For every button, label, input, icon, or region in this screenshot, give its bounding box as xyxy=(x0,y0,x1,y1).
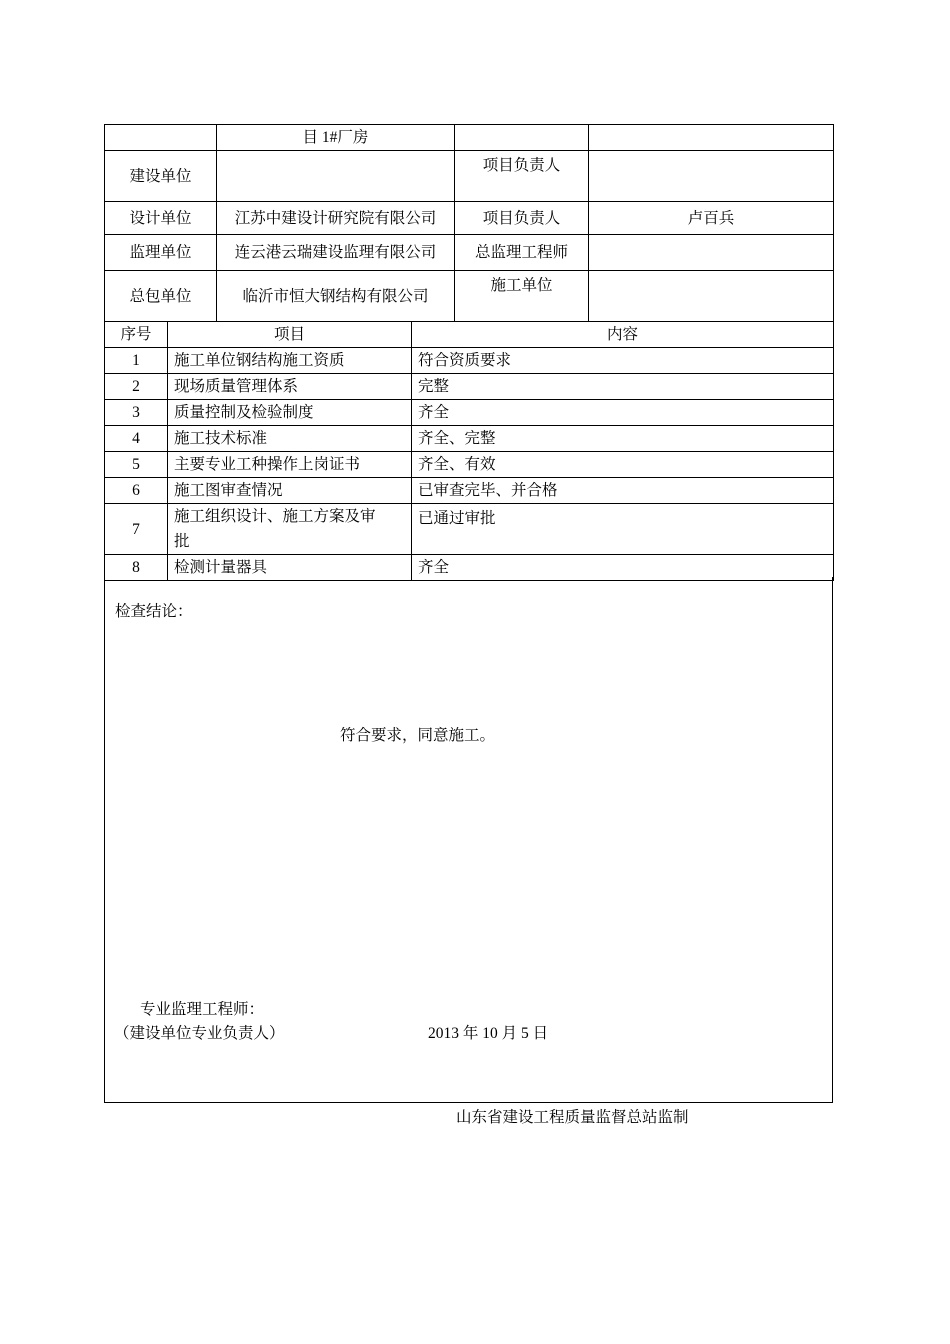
row-content: 齐全、完整 xyxy=(412,426,834,452)
row-item: 检测计量器具 xyxy=(168,555,412,581)
design-unit-value: 江苏中建设计研究院有限公司 xyxy=(217,202,455,235)
project-name: 目 1#厂房 xyxy=(217,125,455,151)
table-row xyxy=(105,504,834,555)
row-no: 3 xyxy=(105,400,168,426)
conclusion-section xyxy=(104,577,833,1103)
row-no: 1 xyxy=(105,348,168,374)
row-no: 5 xyxy=(105,452,168,478)
row-content: 齐全、有效 xyxy=(412,452,834,478)
row-item: 施工单位钢结构施工资质 xyxy=(168,348,412,374)
footer-issuer: 山东省建设工程质量监督总站监制 xyxy=(456,1109,689,1126)
supervision-unit-label: 监理单位 xyxy=(105,235,217,271)
contractor-label: 总包单位 xyxy=(105,271,217,322)
row-no: 8 xyxy=(105,555,168,581)
row-item: 质量控制及检验制度 xyxy=(168,400,412,426)
table-row xyxy=(105,452,834,478)
header-content: 内容 xyxy=(412,322,834,348)
contractor-value: 临沂市恒大钢结构有限公司 xyxy=(217,271,455,322)
table-row xyxy=(105,400,834,426)
sign-date: 2013 年 10 月 5 日 xyxy=(428,1025,549,1042)
header-item: 项目 xyxy=(168,322,412,348)
owner-unit-person xyxy=(589,151,834,202)
inspection-items-table xyxy=(104,321,834,581)
row-content: 齐全 xyxy=(412,400,834,426)
construction-unit-value xyxy=(589,271,834,322)
conclusion-label: 检查结论： xyxy=(115,603,193,620)
row-item xyxy=(168,504,412,555)
project-info-table xyxy=(104,124,834,322)
table-row xyxy=(105,478,834,504)
header-no: 序号 xyxy=(105,322,168,348)
row-no: 2 xyxy=(105,374,168,400)
owner-unit-role: 项目负责人 xyxy=(455,151,589,202)
row-content: 已审查完毕、并合格 xyxy=(412,478,834,504)
supervision-unit-person xyxy=(589,235,834,271)
owner-unit-value xyxy=(217,151,455,202)
table-row xyxy=(105,374,834,400)
blank-cell xyxy=(589,125,834,151)
row-content: 完整 xyxy=(412,374,834,400)
supervision-unit-row xyxy=(105,235,834,271)
design-unit-role: 项目负责人 xyxy=(455,202,589,235)
row-content: 已通过审批 xyxy=(412,504,834,555)
design-unit-person: 卢百兵 xyxy=(589,202,834,235)
supervision-unit-role: 总监理工程师 xyxy=(455,235,589,271)
owner-unit-label: 建设单位 xyxy=(105,151,217,202)
row-item: 施工图审查情况 xyxy=(168,478,412,504)
table-row xyxy=(105,426,834,452)
engineer-label: 专业监理工程师： xyxy=(140,1001,265,1018)
row-item: 主要专业工种操作上岗证书 xyxy=(168,452,412,478)
row-item-line2: 批 xyxy=(174,533,190,550)
design-unit-label: 设计单位 xyxy=(105,202,217,235)
row-no: 6 xyxy=(105,478,168,504)
owner-unit-row xyxy=(105,151,834,202)
table-header-row xyxy=(105,322,834,348)
design-unit-row xyxy=(105,202,834,235)
project-name-row xyxy=(105,125,834,151)
construction-unit-label: 施工单位 xyxy=(455,271,589,322)
row-no: 4 xyxy=(105,426,168,452)
conclusion-text: 符合要求，同意施工。 xyxy=(340,727,496,744)
owner-responsible-label: （建设单位专业负责人） xyxy=(114,1025,285,1042)
blank-cell xyxy=(455,125,589,151)
row-content: 齐全 xyxy=(412,555,834,581)
blank-cell xyxy=(105,125,217,151)
row-item: 施工技术标准 xyxy=(168,426,412,452)
supervision-unit-value: 连云港云瑞建设监理有限公司 xyxy=(217,235,455,271)
row-no: 7 xyxy=(105,504,168,555)
row-item-line1: 施工组织设计、施工方案及审 xyxy=(174,508,376,525)
row-content: 符合资质要求 xyxy=(412,348,834,374)
table-row xyxy=(105,348,834,374)
contractor-row xyxy=(105,271,834,322)
row-item: 现场质量管理体系 xyxy=(168,374,412,400)
